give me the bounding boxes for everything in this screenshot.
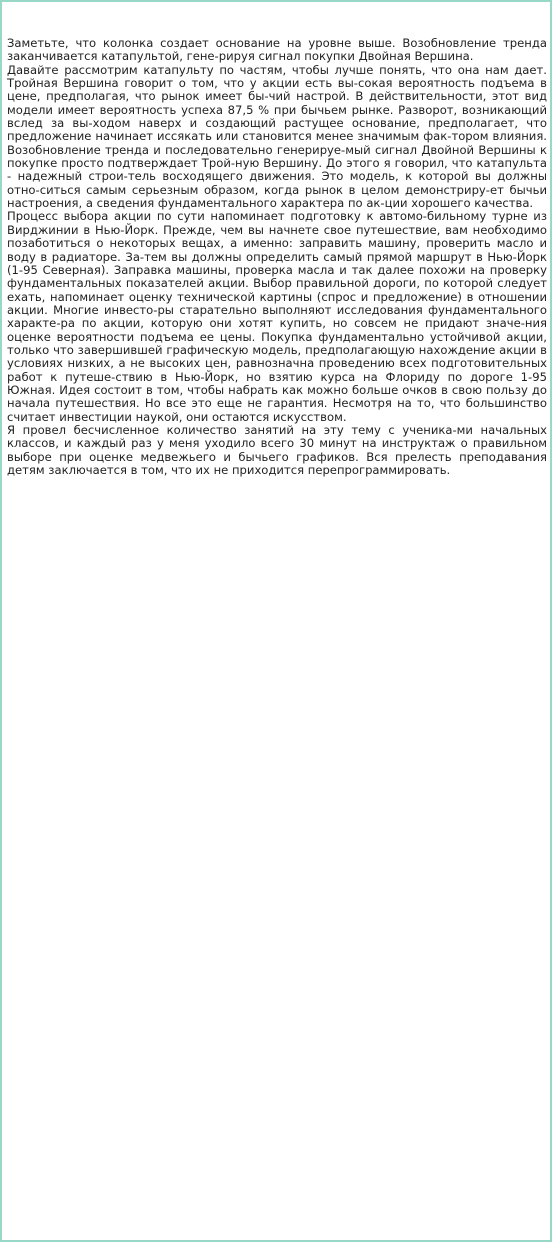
paragraph-3: Процесс выбора акции по сути напоминает подготовку к автомо-бильному турне из Вирджинии в Нью-Йорк. Прежде, чем вы начнете свое путешествие, вам необходимо позаботиться о некоторых вещах, а именно: заправить машину, проверить масло и воду в радиаторе. За-тем вы должны определить самый прямой маршрут в Нью-Йорк (1-95 Северная). Заправка машины, проверка масла и так далее похожи на проверку фундаментальных показателей акции. Выбор правильной дороги, по которой следует ехать, напоминает оценку технической картины (спрос и предложение) в отношении акции. Многие инвесто-ры старательно выполняют исследования фундаментального характе-ра по акции, которую они хотят купить, но совсем не придают значе-ния оценке вероятности подъема ее цены. Покупка фундаментально устойчивой акции, только что завершившей графическую модель, предполагающую нахождение акции в условиях низких, а не высоких цен, равнозначна проведению всех подготовительных работ к путеше-ствию в Нью-Йорк, но взятию курса на Флориду по дороге 1-95 Южная. Идея состоит в том, чтобы набрать как можно больше очков в свою пользу до начала путешествия. Но все это еще не гарантия. Несмотря на то, что большинство считает инвестиции наукой, они остаются искусством.: [7, 209, 547, 424]
paragraph-2: Давайте рассмотрим катапульту по частям, чтобы лучше понять, что она нам дает. Тройная Вершина говорит о том, что у акции есть вы-сокая вероятность подъема в цене, предполагая, что рынок имеет бы-чий настрой. В действительности, этот вид модели имеет вероятность успеха 87,5 % при бычьем рынке. Разворот, возникающий вслед за вы-ходом наверх и создающий растущее основание, предполагает, что предложение начинает иссякать или становится менее значимым фак-тором влияния. Возобновление тренда и последовательно генерируе-мый сигнал Двойной Вершины к покупке просто подтверждает Трой-ную Вершину. До этого я говорил, что катапульта - надежный строи-тель восходящего движения. Это модель, к которой вы должны отно-ситься самым серьезным образом, когда рынок в целом демонстриру-ет бычьи настроения, а сведения фундаментального характера по ак-ции хорошего качества.: [7, 62, 547, 211]
document-body: [7, 37, 547, 477]
paragraph-4: Я провел бесчисленное количество занятий на эту тему с ученика-ми начальных классов, и каждый раз у меня уходило всего 30 минут на инструктаж о правильном выборе при оценке медвежьего и бычьего графиков. Вся прелесть преподавания детям заключается в том, что их не приходится перепрограммировать.: [7, 422, 547, 477]
paragraph-1: Заметьте, что колонка создает основание на уровне выше. Возобновление тренда заканчивается катапультой, гене-рируя сигнал покупки Двойная Вершина.: [7, 36, 547, 64]
